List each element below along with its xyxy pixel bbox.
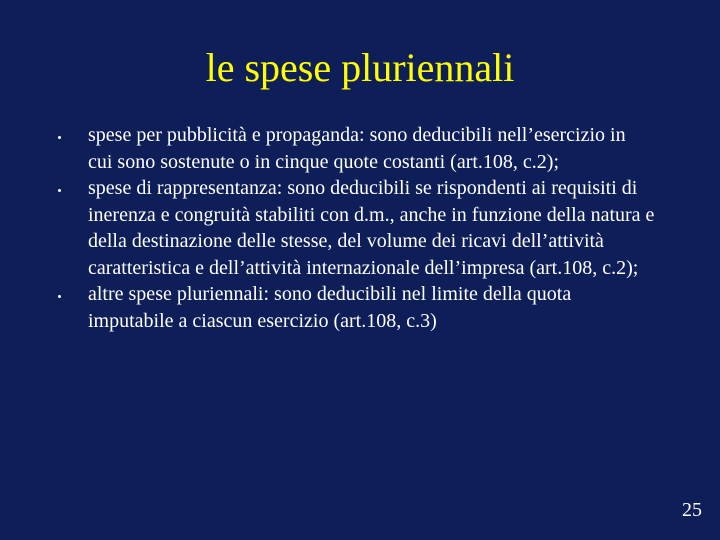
bullet-dot-icon <box>58 189 61 192</box>
bullet-dot-icon <box>58 295 61 298</box>
bullet-list <box>55 122 655 334</box>
bullet-dot-icon <box>58 136 61 139</box>
bullet-item <box>55 122 655 175</box>
bullet-text: altre spese pluriennali: sono deducibili nel limite della quota imputabile a ciascun esercizio (art.108, c.3) <box>88 283 572 332</box>
bullet-item <box>55 281 655 334</box>
bullet-item <box>55 175 655 281</box>
page-number: 25 <box>682 499 702 521</box>
bullet-text: spese per pubblicità e propaganda: sono deducibili nell’esercizio in cui sono sostenute o in cinque quote costanti (art.108, c.2); <box>88 124 626 173</box>
slide-title: le spese pluriennali <box>205 45 515 90</box>
bullet-text: spese di rappresentanza: sono deducibili se rispondenti ai requisiti di inerenza e congruità stabiliti con d.m., anche in funzione della natura e della destinazione delle stesse, del volume dei ricavi dell’attività caratteristica e dell’attività internazionale dell’impresa (art.108, c.2); <box>88 177 655 279</box>
